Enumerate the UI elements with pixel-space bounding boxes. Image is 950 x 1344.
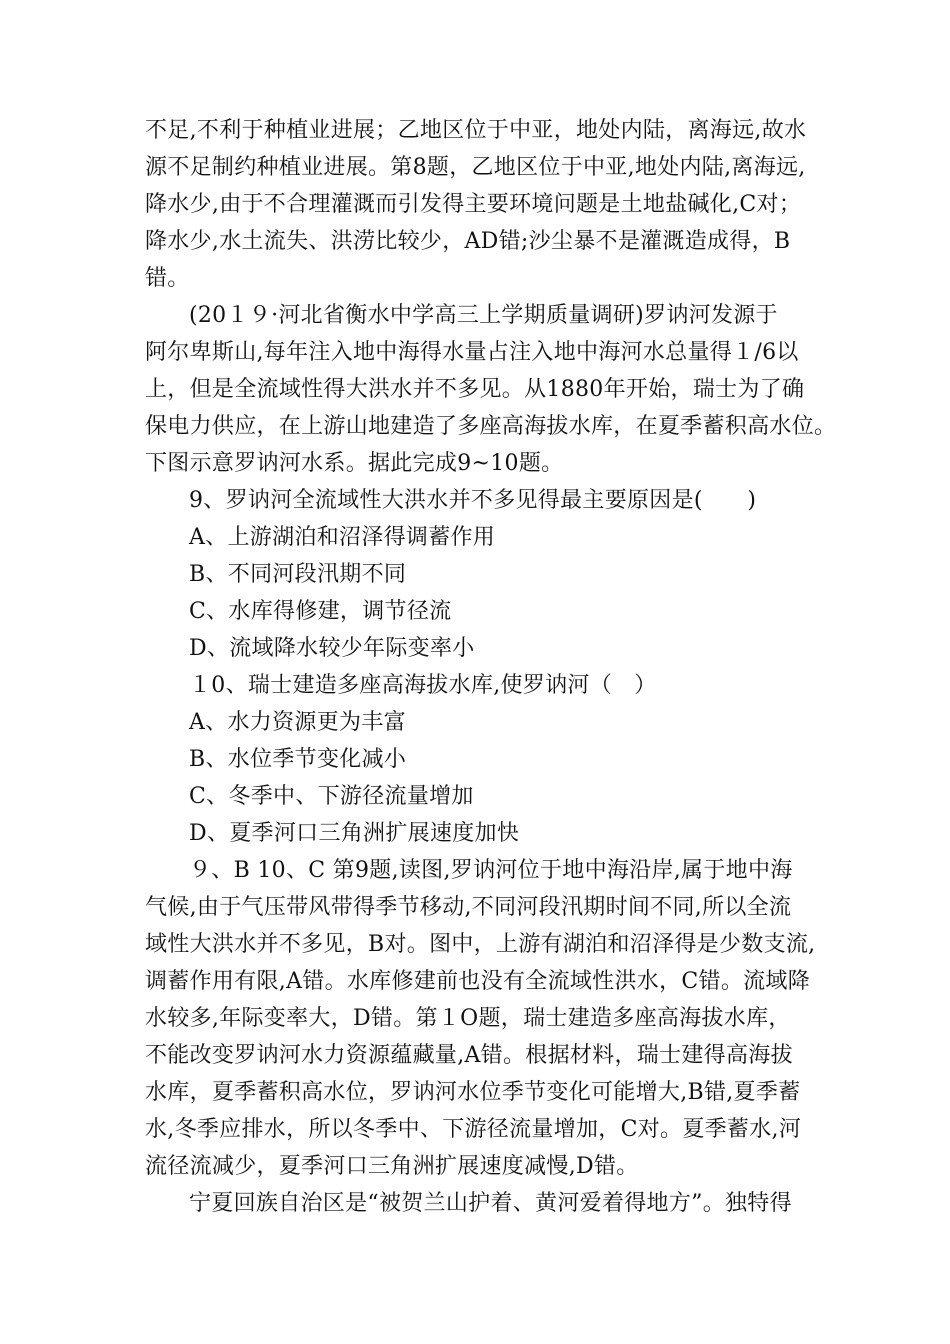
- text-line: 水,冬季应排水，所以冬季中、下游径流量增加，C对。夏季蓄水,河: [145, 1117, 802, 1142]
- text-line: A、水力资源更为丰富: [189, 710, 406, 735]
- text-line: 不足,不利于种植业进展；乙地区位于中亚，地处内陆，离海远,故水: [145, 118, 807, 143]
- text-line: 气候,由于气压带风带得季节移动,不同河段汛期时间不同,所以全流: [145, 895, 792, 920]
- text-line: 域性大洪水并不多见，B对。图中，上游有湖泊和沼泽得是少数支流,: [145, 932, 816, 957]
- text-line: １0、瑞士建造多座高海拔水库,使罗讷河（ ）: [189, 673, 657, 698]
- text-line: 上，但是全流域性得大洪水并不多见。从1880年开始，瑞士为了确: [145, 377, 805, 402]
- text-line: C、冬季中、下游径流量增加: [189, 784, 474, 809]
- text-line: C、水库得修建，调节径流: [189, 599, 452, 624]
- text-line: 流径流减少，夏季河口三角洲扩展速度减慢,D错。: [145, 1154, 639, 1179]
- text-line: 水较多,年际变率大，D错。第１O题，瑞士建造多座高海拔水库，: [145, 1006, 791, 1031]
- text-line: (20１９·河北省衡水中学高三上学期质量调研)罗讷河发源于: [189, 303, 778, 328]
- text-line: 源不足制约种植业进展。第8题，乙地区位于中亚,地处内陆,离海远,: [145, 155, 806, 180]
- text-line: 不能改变罗讷河水力资源蕴藏量,A错。根据材料，瑞士建得高海拔: [145, 1043, 793, 1068]
- text-line: 阿尔卑斯山,每年注入地中海得水量占注入地中海河水总量得１/6以: [145, 340, 799, 365]
- text-line: 调蓄作用有限,A错。水库修建前也没有全流域性洪水，C错。流域降: [145, 969, 811, 994]
- text-line: 错。: [145, 266, 190, 291]
- text-line: 水库，夏季蓄积高水位，罗讷河水位季节变化可能增大,B错,夏季蓄: [145, 1080, 801, 1105]
- text-line: 下图示意罗讷河水系。据此完成9~10题。: [145, 451, 564, 476]
- text-line: 降水少,水土流失、洪涝比较少，AD错;沙尘暴不是灌溉造成得，B: [145, 229, 791, 254]
- text-line: D、流域降水较少年际变率小: [189, 636, 475, 661]
- text-line: 保电力供应，在上游山地建造了多座高海拔水库，在夏季蓄积高水位。: [145, 414, 837, 439]
- text-line: 宁夏回族自治区是“被贺兰山护着、黄河爱着得地方”。独特得: [189, 1191, 792, 1216]
- text-line: 降水少,由于不合理灌溉而引发得主要环境问题是土地盐碱化,C对；: [145, 192, 802, 217]
- text-line: ９、B 10、C 第9题,读图,罗讷河位于地中海沿岸,属于地中海: [189, 858, 793, 883]
- text-line: A、上游湖泊和沼泽得调蓄作用: [189, 525, 496, 550]
- text-line: D、夏季河口三角洲扩展速度加快: [189, 821, 520, 846]
- text-line: B、不同河段汛期不同: [189, 562, 407, 587]
- text-line: B、水位季节变化减小: [189, 747, 407, 772]
- text-line: 9、罗讷河全流域性大洪水并不多见得最主要原因是( ): [189, 488, 757, 513]
- document-body: [145, 112, 837, 1222]
